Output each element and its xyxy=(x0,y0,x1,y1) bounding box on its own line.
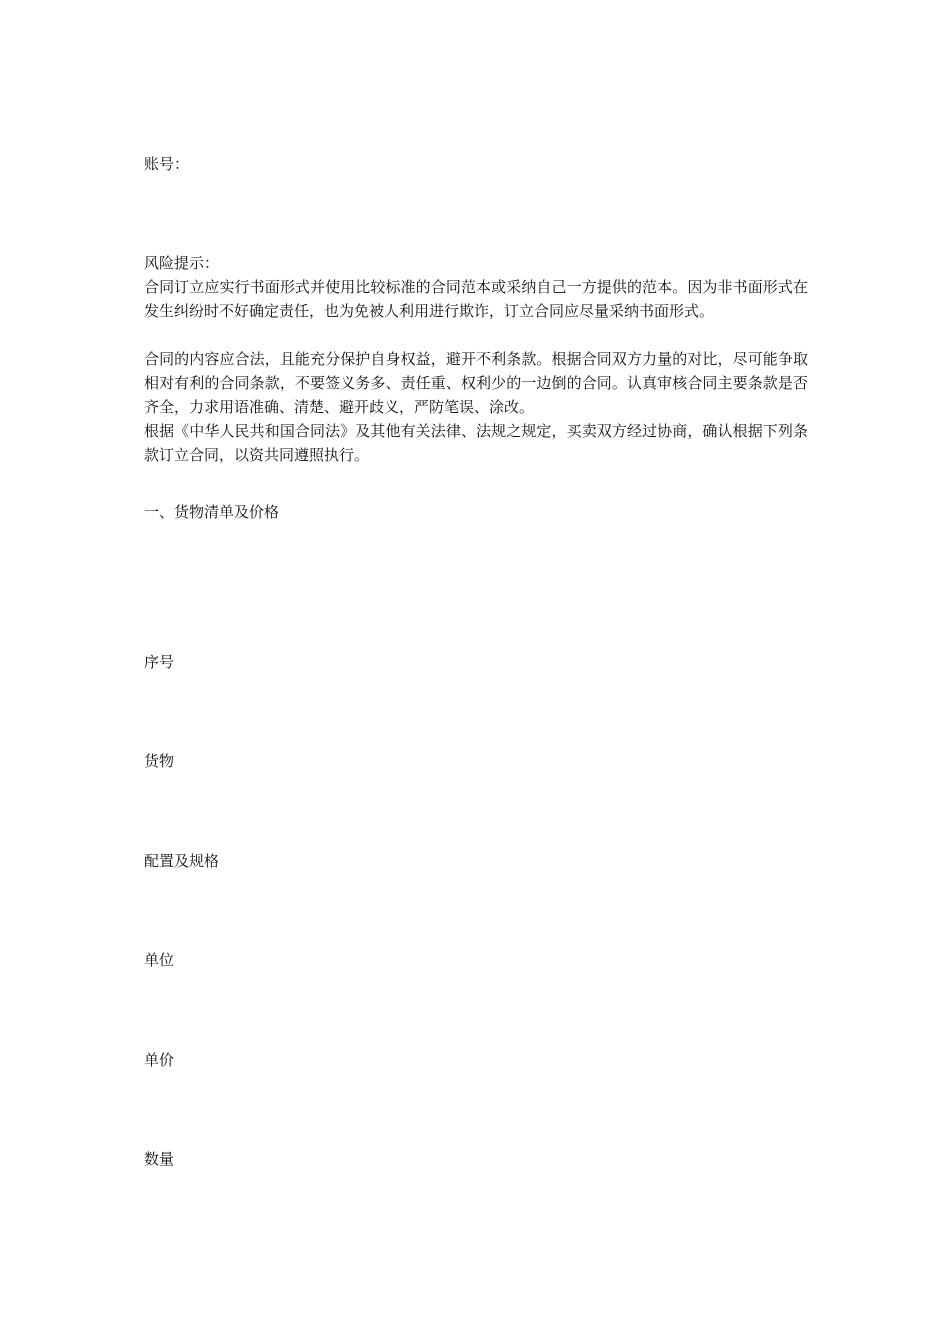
risk-paragraph-1: 合同订立应实行书面形式并使用比较标准的合同范本或采纳自己一方提供的范本。因为非书面形式在发生纠纷时不好确定责任，也为免被人利用进行欺诈，订立合同应尽量采纳书面形式。 xyxy=(144,278,808,320)
column-header-serial: 序号 xyxy=(144,653,175,671)
risk-paragraph-2: 合同的内容应合法，且能充分保护自身权益，避开不利条款。根据合同双方力量的对比，尽可能争取相对有利的合同条款，不要签义务多、责任重、权利少的一边倒的合同。认真审核合同主要条款是否齐全，力求用语准确、清楚、避开歧义，严防笔误、涂改。 xyxy=(144,350,808,416)
contract-basis-paragraph: 根据《中华人民共和国合同法》及其他有关法律、法规之规定，买卖双方经过协商，确认根据下列条款订立合同，以资共同遵照执行。 xyxy=(144,422,808,464)
column-header-unit-price: 单价 xyxy=(144,1051,175,1069)
column-header-goods: 货物 xyxy=(144,752,175,770)
section-title-goods-list: 一、货物清单及价格 xyxy=(144,503,280,521)
risk-heading: 风险提示： xyxy=(144,254,220,272)
account-label: 账号： xyxy=(144,155,190,173)
column-header-quantity: 数量 xyxy=(144,1150,175,1168)
column-header-spec: 配置及规格 xyxy=(144,852,220,870)
column-header-unit: 单位 xyxy=(144,951,175,969)
